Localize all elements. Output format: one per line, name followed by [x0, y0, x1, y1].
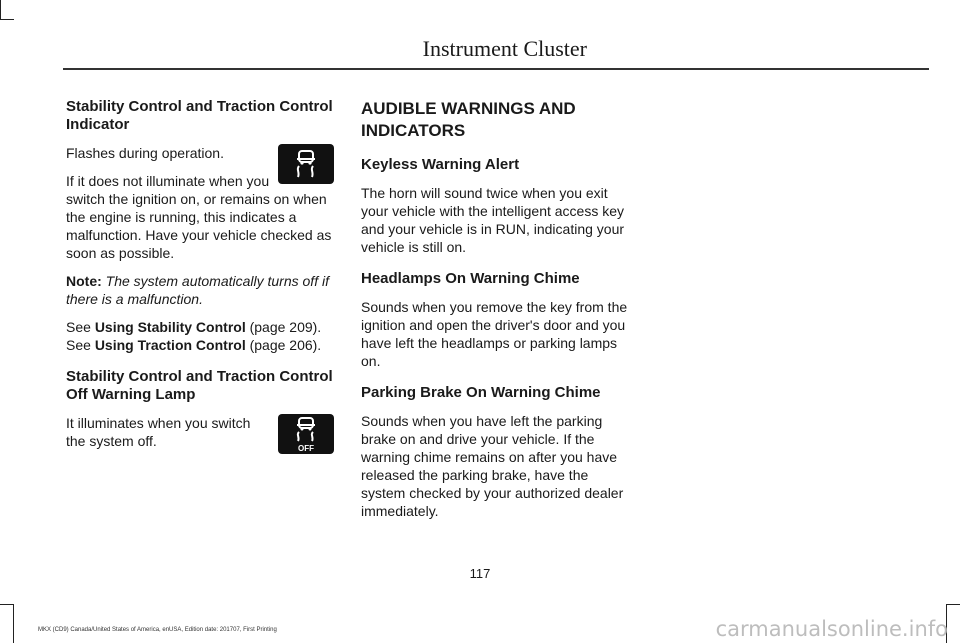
page-reference: (page 209). See — [66, 319, 322, 353]
item-heading: Headlamps On Warning Chime — [361, 270, 580, 287]
edition-footer: MKX (CD9) Canada/United States of America, enUSA, Edition date: 201707, First Printing — [38, 627, 277, 633]
crop-mark — [0, 604, 14, 605]
crop-mark — [13, 604, 14, 643]
section-heading: Stability Control and Traction Control Indicator — [66, 98, 333, 133]
paragraph: It illuminates when you switch the system off. — [66, 415, 251, 449]
see-label: See — [66, 319, 91, 335]
main-heading — [361, 98, 631, 142]
stability-control-indicator-icon — [278, 144, 334, 184]
crop-mark — [946, 604, 960, 605]
crop-mark — [0, 0, 1, 20]
main-heading-line2: INDICATORS — [361, 121, 466, 140]
main-heading-line1: AUDIBLE WARNINGS AND — [361, 99, 576, 118]
item-text: Sounds when you have left the parking brake on and drive your vehicle. If the warning chime remains on after you have released the parking brake, have the system checked by your authorized dealer immediately. — [361, 413, 624, 519]
paragraph: Flashes during operation. — [66, 145, 224, 161]
page-title: Instrument Cluster — [422, 36, 587, 61]
watermark: carmanualsonline.info — [715, 617, 948, 641]
left-column — [66, 98, 334, 460]
right-column — [361, 98, 631, 530]
xref-stability-control-link[interactable]: Using Stability Control — [94, 319, 246, 335]
item-text: Sounds when you remove the key from the ignition and open the driver's door and you have left the headlamps or parking lamps on. — [361, 299, 628, 369]
section-heading: Stability Control and Traction Control Off Warning Lamp — [66, 368, 333, 403]
item-heading: Parking Brake On Warning Chime — [361, 384, 601, 401]
item-text: The horn will sound twice when you exit your vehicle with the intelligent access key and your vehicle is in RUN, indicating your vehicle is still on. — [361, 185, 625, 255]
xref-traction-control-link[interactable]: Using Traction Control — [94, 337, 246, 353]
cross-reference — [66, 318, 334, 354]
crop-mark — [0, 19, 14, 20]
page-number: 117 — [469, 566, 491, 581]
stability-control-off-icon — [278, 414, 334, 454]
header-rule — [63, 68, 929, 70]
off-label: OFF — [298, 444, 314, 453]
item-heading: Keyless Warning Alert — [361, 156, 520, 173]
paragraph: If it does not illuminate when you switch the ignition on, or remains on when the engine is running, this indicates a malfunction. Have your vehicle checked as soon as possible. — [66, 173, 332, 261]
note-text: The system automatically turns off if there is a malfunction. — [66, 273, 329, 307]
note-label: Note: — [66, 273, 102, 289]
note — [66, 272, 334, 308]
page-reference: (page 206). — [249, 337, 322, 353]
